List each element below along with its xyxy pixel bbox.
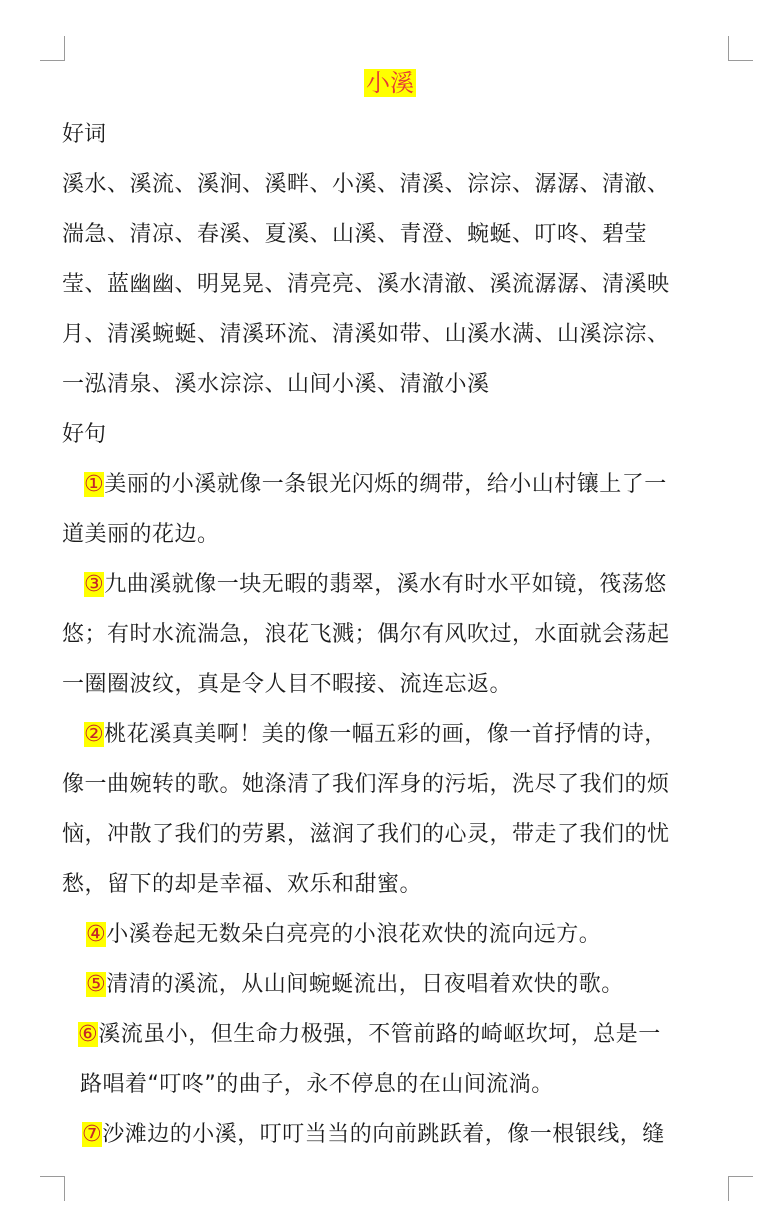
sentence-line: ⑥溪流虽小，但生命力极强，不管前路的崎岖坎坷，总是一 bbox=[78, 1022, 661, 1047]
page-corner-mark bbox=[40, 36, 65, 61]
sentence-line: 恼，冲散了我们的劳累，滋润了我们的心灵，带走了我们的忧 bbox=[62, 822, 670, 847]
sentence-line: 像一曲婉转的歌。她涤清了我们浑身的污垢，洗尽了我们的烦 bbox=[62, 772, 670, 797]
sentence-number: ④ bbox=[86, 922, 107, 947]
sentences-heading: 好句 bbox=[62, 422, 107, 447]
page-corner-mark bbox=[728, 36, 753, 61]
sentence-line: ③九曲溪就像一块无暇的翡翠，溪水有时水平如镜，筏荡悠 bbox=[84, 572, 667, 597]
sentence-number: ⑤ bbox=[86, 972, 107, 997]
words-line: 湍急、清凉、春溪、夏溪、山溪、青澄、蜿蜒、叮咚、碧莹 bbox=[62, 222, 648, 247]
sentence-number: ③ bbox=[84, 572, 105, 597]
words-line: 月、清溪蜿蜒、清溪环流、清溪如带、山溪水满、山溪淙淙、 bbox=[62, 322, 670, 347]
sentence-number: ① bbox=[84, 472, 105, 497]
page-corner-mark bbox=[40, 1176, 65, 1201]
sentence-line: ①美丽的小溪就像一条银光闪烁的绸带，给小山村镶上了一 bbox=[84, 472, 667, 497]
sentence-line: ②桃花溪真美啊！美的像一幅五彩的画，像一首抒情的诗， bbox=[84, 722, 667, 747]
sentence-line: ④小溪卷起无数朵白亮亮的小浪花欢快的流向远方。 bbox=[86, 922, 602, 947]
sentence-number: ⑥ bbox=[78, 1022, 99, 1047]
words-line: 溪水、溪流、溪涧、溪畔、小溪、清溪、淙淙、潺潺、清澈、 bbox=[62, 172, 670, 197]
document-title: 小溪 bbox=[366, 69, 414, 97]
sentence-line: 一圈圈波纹，真是令人目不暇接、流连忘返。 bbox=[62, 672, 513, 697]
sentence-line: 悠；有时水流湍急，浪花飞溅；偶尔有风吹过，水面就会荡起 bbox=[62, 622, 670, 647]
words-line: 莹、蓝幽幽、明晃晃、清亮亮、溪水清澈、溪流潺潺、清溪映 bbox=[62, 272, 670, 297]
sentence-line: ⑦沙滩边的小溪，叮叮当当的向前跳跃着，像一根银线，缝 bbox=[82, 1122, 665, 1147]
sentence-line: 愁，留下的却是幸福、欢乐和甜蜜。 bbox=[62, 872, 423, 897]
sentence-line: 路唱着“叮咚”的曲子，永不停息的在山间流淌。 bbox=[80, 1072, 554, 1097]
words-heading: 好词 bbox=[62, 122, 107, 147]
sentence-number: ② bbox=[84, 722, 105, 747]
sentence-number: ⑦ bbox=[82, 1122, 103, 1147]
words-line: 一泓清泉、溪水淙淙、山间小溪、清澈小溪 bbox=[62, 372, 490, 397]
page-corner-mark bbox=[728, 1176, 753, 1201]
sentence-line: 道美丽的花边。 bbox=[62, 522, 220, 547]
sentence-line: ⑤清清的溪流，从山间蜿蜒流出，日夜唱着欢快的歌。 bbox=[86, 972, 624, 997]
